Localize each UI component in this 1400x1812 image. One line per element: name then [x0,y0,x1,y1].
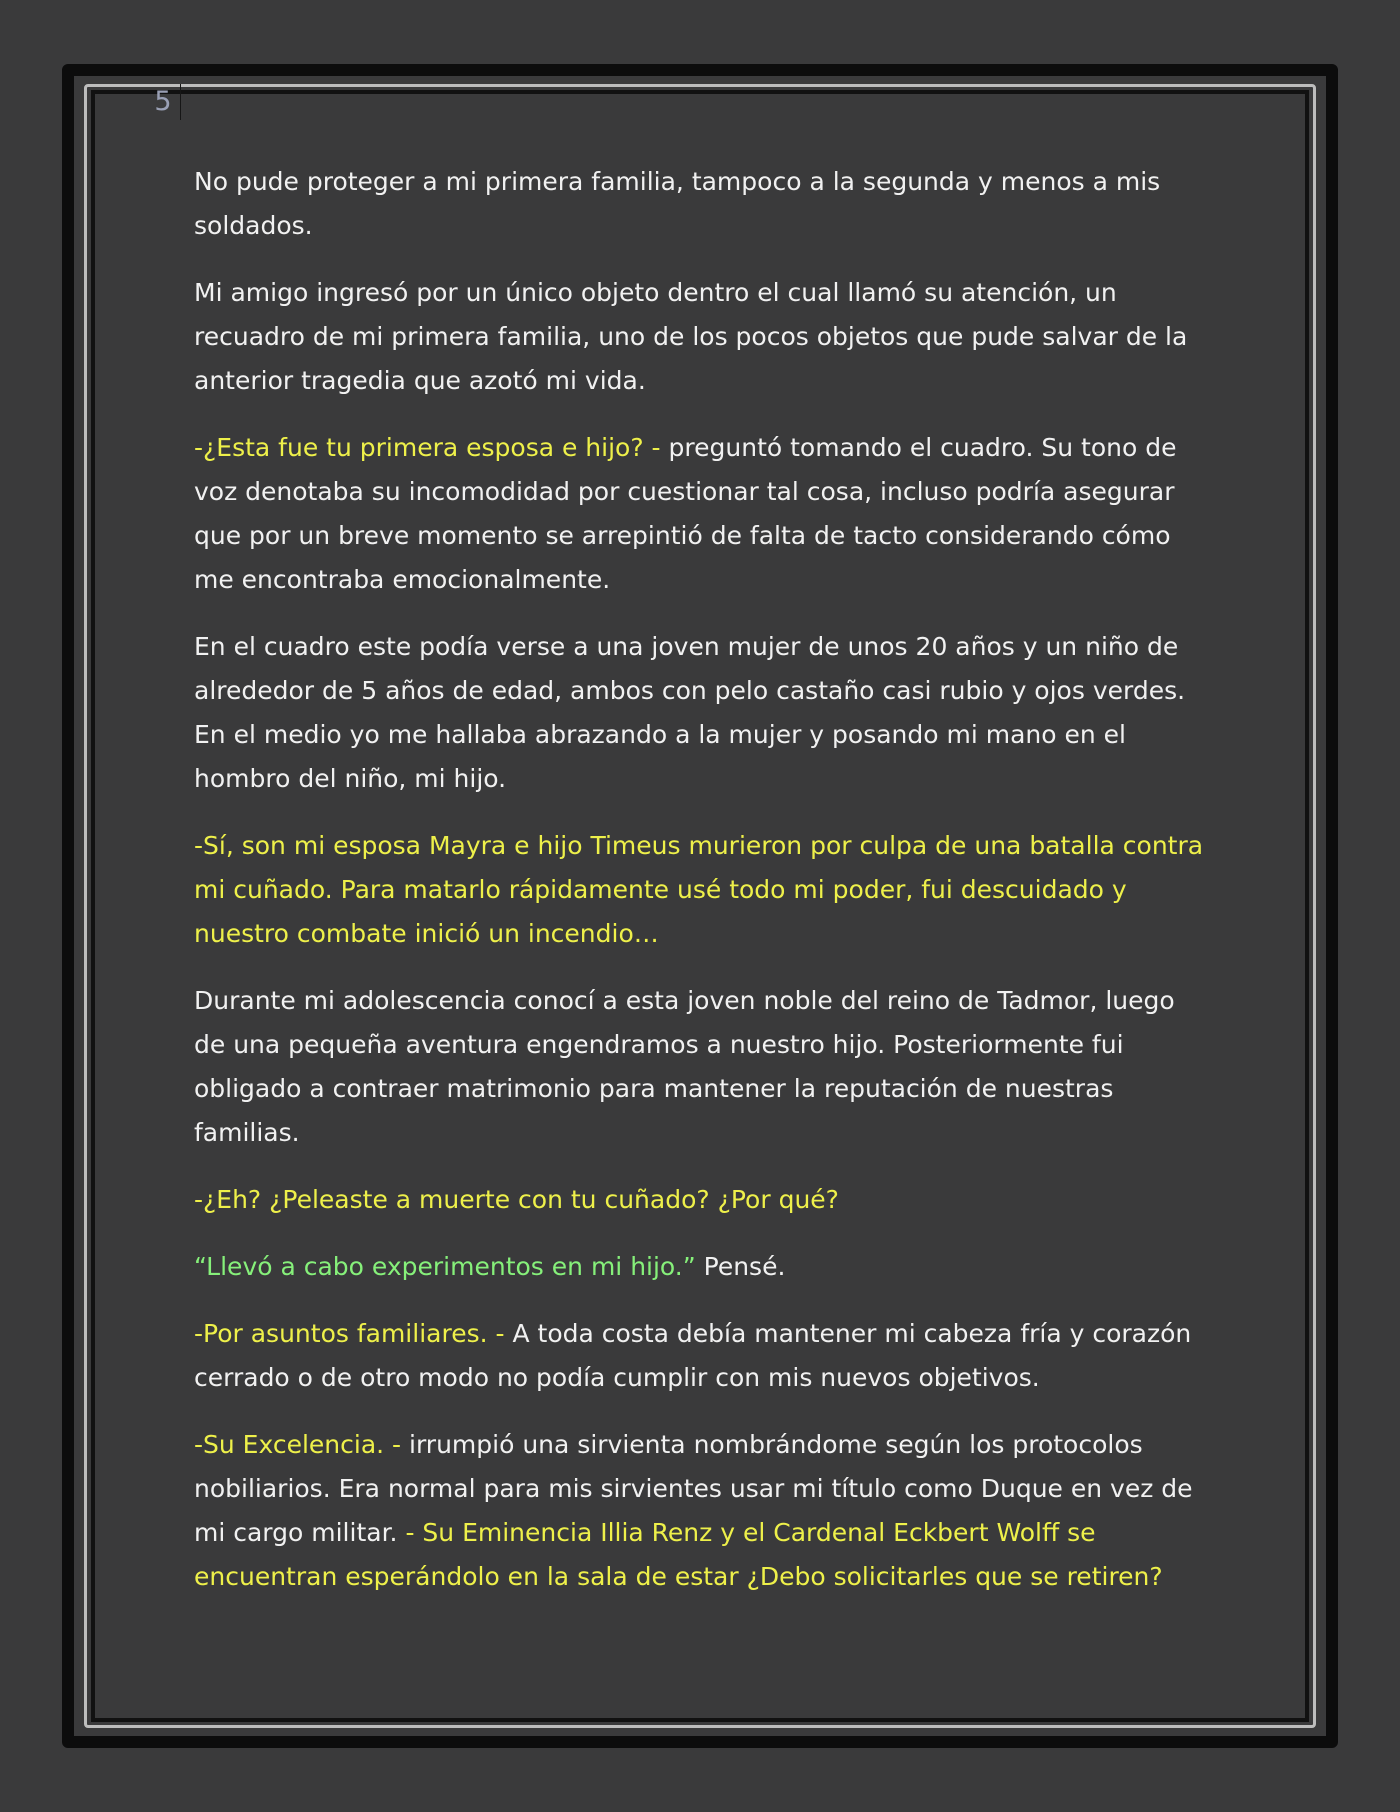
narration-span: irrumpió una sirvienta nombrándome según los protocolos nobiliarios. Era normal para mis sirvientes usar mi título como Duque en vez de mi cargo militar. [194,1430,1193,1547]
narration-span: preguntó tomando el cuadro. Su tono de voz denotaba su incomodidad por cuestionar tal cosa, incluso podría asegurar que por un breve momento se arrepintió de falta de tacto considerando cómo me encontraba emocionalmente. [194,433,1177,594]
paragraph [194,824,1204,956]
paragraph [194,1312,1204,1400]
paragraph [194,426,1204,602]
page-number: 5 [146,84,181,120]
paragraph [194,625,1204,801]
thought-span: “Llevó a cabo experimentos en mi hijo.” [194,1252,696,1281]
paragraph [194,1423,1204,1599]
dialogue-span: - Su Eminencia Illia Renz y el Cardenal Eckbert Wolff se encuentran esperándolo en la sala de estar ¿Debo solicitarles que se retiren? [194,1518,1163,1591]
dialogue-span: -Por asuntos familiares. - [194,1319,513,1348]
narration-span: Durante mi adolescencia conocí a esta joven noble del reino de Tadmor, luego de una pequeña aventura engendramos a nuestro hijo. Posteriormente fui obligado a contraer matrimonio para mantener la reputación de nuestras familias. [194,986,1175,1147]
dialogue-span: -Su Excelencia. - [194,1430,410,1459]
narration-span: A toda costa debía mantener mi cabeza fría y corazón cerrado o de otro modo no podía cumplir con mis nuevos objetivos. [194,1319,1192,1392]
narration-span: Pensé. [695,1252,786,1281]
dialogue-span: -¿Eh? ¿Peleaste a muerte con tu cuñado? ¿Por qué? [194,1185,839,1214]
paragraph [194,979,1204,1155]
story-text [194,160,1204,1622]
narration-span: En el cuadro este podía verse a una joven mujer de unos 20 años y un niño de alrededor de 5 años de edad, ambos con pelo castaño casi rubio y ojos verdes. En el medio yo me hallaba abrazando a la mujer y posando mi mano en el hombro del niño, mi hijo. [194,632,1186,793]
paragraph [194,271,1204,403]
narration-span: No pude proteger a mi primera familia, tampoco a la segunda y menos a mis soldados. [194,167,1161,240]
narration-span: Mi amigo ingresó por un único objeto dentro el cual llamó su atención, un recuadro de mi primera familia, uno de los pocos objetos que pude salvar de la anterior tragedia que azotó mi vida. [194,278,1188,395]
paragraph [194,160,1204,248]
paragraph [194,1178,1204,1222]
paragraph [194,1245,1204,1289]
dialogue-span: -¿Esta fue tu primera esposa e hijo? - [194,433,669,462]
dialogue-span: -Sí, son mi esposa Mayra e hijo Timeus murieron por culpa de una batalla contra mi cuñado. Para matarlo rápidamente usé todo mi poder, fui descuidado y nuestro combate inició un incendio… [194,831,1204,948]
